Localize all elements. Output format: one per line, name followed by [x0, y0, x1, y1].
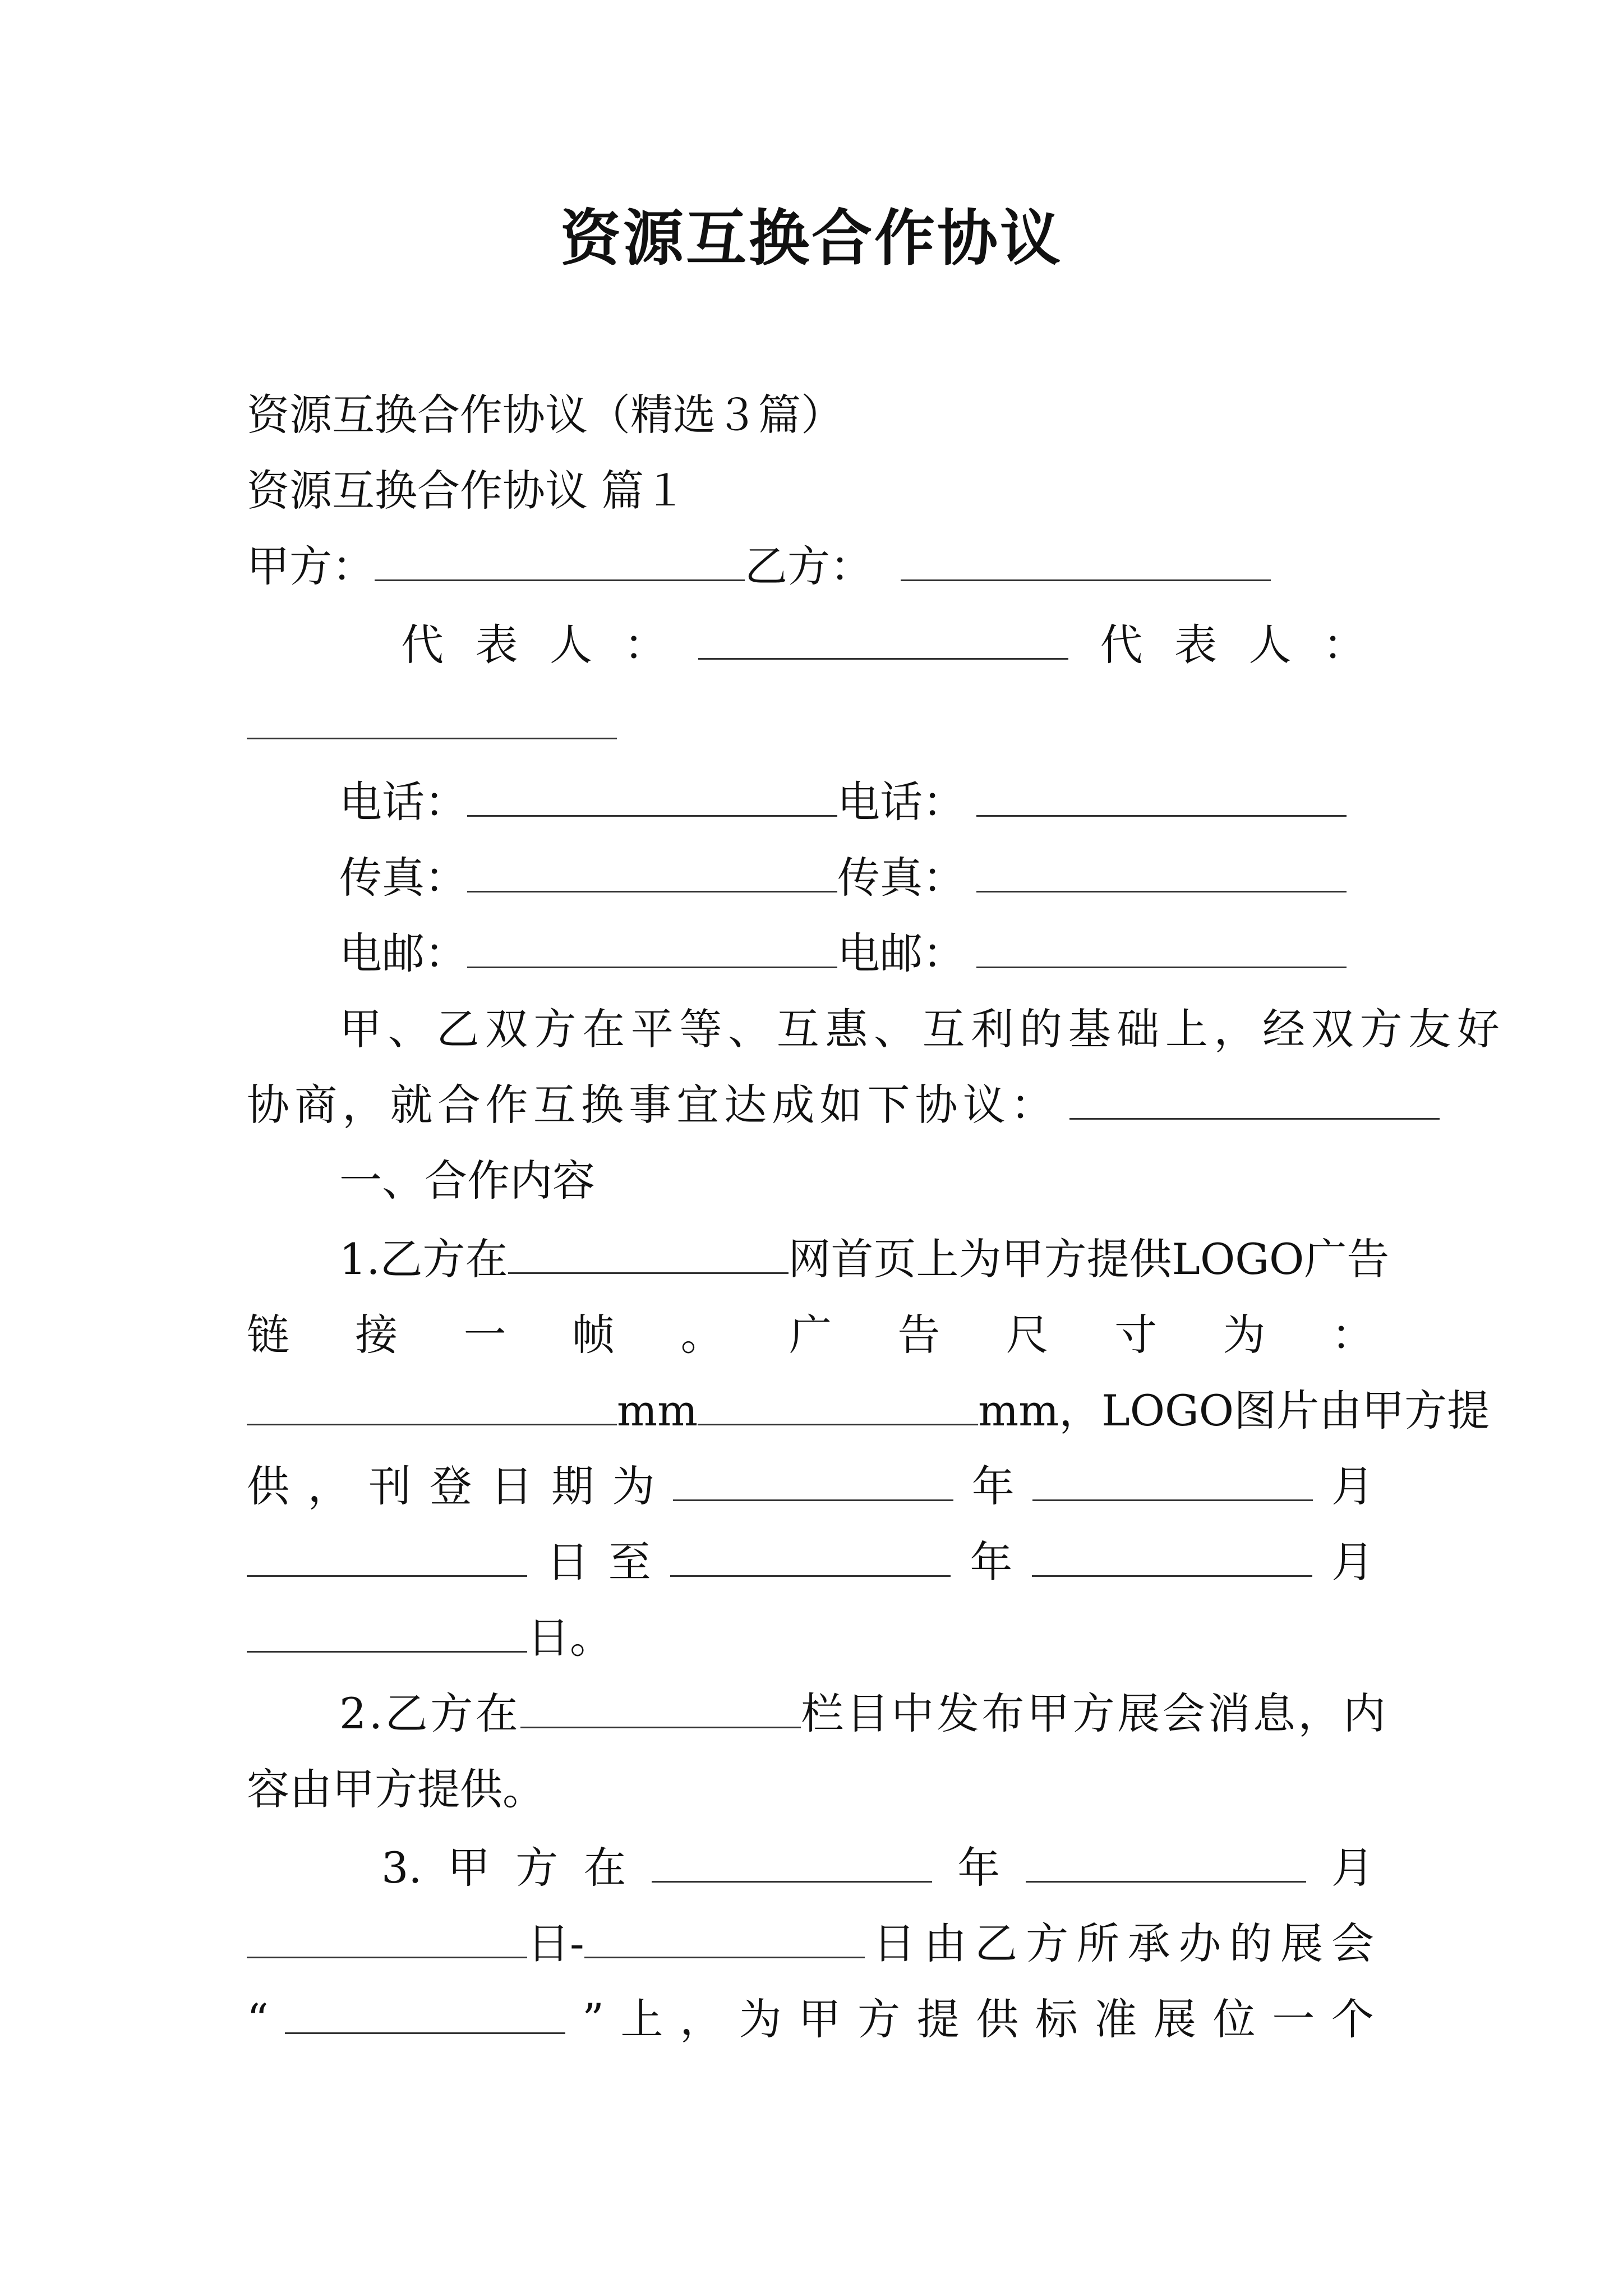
item3-year-label: 年 — [957, 1843, 1000, 1893]
party-b-blank — [901, 540, 1271, 581]
intro-line-1 — [339, 996, 1506, 1063]
phone-line — [339, 769, 1483, 836]
item3-c3: 在 — [583, 1843, 626, 1893]
rep-a-char-2: 表 — [475, 620, 518, 670]
item1-year-label: 年 — [971, 1461, 1015, 1511]
item3-day-dash: 日- — [527, 1918, 584, 1968]
item1-month-label: 月 — [1331, 1461, 1374, 1511]
item1-end-day-blank — [247, 1612, 527, 1653]
item1-line-6 — [247, 1604, 1391, 1672]
item3-month-blank — [1026, 1842, 1306, 1883]
item1-l4-c1: 供 — [247, 1461, 289, 1511]
item1-day-end: 日。 — [527, 1613, 612, 1663]
party-a-blank — [375, 540, 745, 581]
item3-expo-name-blank — [285, 1993, 565, 2034]
item3-l3-c8: 标 — [1035, 1994, 1078, 2044]
item3-line-1 — [381, 1834, 1374, 1902]
item3-c1: 甲 — [447, 1843, 490, 1893]
phone-a-label: 电话： — [339, 777, 467, 827]
item3-quote-open: “ — [247, 1994, 269, 2044]
item1-start-month-blank — [1032, 1460, 1313, 1501]
intro-blank — [1069, 1079, 1440, 1120]
item3-line-2 — [247, 1910, 1374, 1977]
item1-height-blank — [698, 1384, 978, 1425]
item3-l2-c2: 由 — [924, 1918, 967, 1968]
phone-b-label: 电话： — [837, 777, 965, 827]
email-a-label: 电邮： — [339, 928, 467, 978]
item1-l2-c1: 链 — [247, 1310, 289, 1360]
fax-b-blank — [976, 852, 1347, 892]
intro-text-2: 协商，就合作互换事宜达成如下协议： — [247, 1080, 1059, 1130]
item3-quote-close: ” — [582, 1994, 604, 2044]
rep-b-blank — [247, 687, 617, 739]
email-b-label: 电邮： — [837, 928, 965, 978]
item1-l2-c8: 尺 — [1006, 1310, 1049, 1360]
rep-a-char-3: 人 — [550, 620, 592, 670]
party-a-label: 甲方： — [247, 541, 375, 591]
phone-b-blank — [976, 776, 1347, 817]
section-heading-line — [247, 457, 1391, 524]
item3-year-blank — [652, 1842, 932, 1883]
item1-line-4 — [247, 1453, 1374, 1520]
fax-line — [339, 844, 1483, 912]
item1-l2-c11: ： — [1331, 1310, 1374, 1360]
item1-width-blank — [247, 1384, 617, 1425]
item2-line-2 — [247, 1756, 1391, 1823]
item3-l3-c4: 甲 — [798, 1994, 841, 2044]
item3-l3-c3: 为 — [739, 1994, 782, 2044]
item1-end-year-blank — [670, 1536, 951, 1577]
item1-l2-c5: 。 — [680, 1310, 723, 1360]
item3-l2-c4: 方 — [1026, 1918, 1068, 1968]
item1-site-blank — [508, 1233, 789, 1274]
item3-l2-c1: 日 — [873, 1918, 916, 1968]
item3-l2-c7: 办 — [1178, 1918, 1221, 1968]
item1-l2-c10: 为 — [1223, 1310, 1266, 1360]
item3-l3-c12: 一 — [1272, 1994, 1315, 2044]
item3-l3-c11: 位 — [1212, 1994, 1256, 2044]
item1-start-year-blank — [673, 1460, 953, 1501]
item3-l2-c8: 的 — [1229, 1918, 1272, 1968]
item1-month-label-2: 月 — [1331, 1537, 1374, 1587]
item1-line-2 — [247, 1301, 1374, 1369]
item3-l3-c5: 方 — [857, 1994, 900, 2044]
item2-suffix: 栏目中发布甲方展会消息，内 — [801, 1688, 1389, 1738]
item1-start-day-blank — [247, 1536, 527, 1577]
item1-end-month-blank — [1032, 1536, 1312, 1577]
intro-line-2 — [247, 1071, 1391, 1139]
item3-l2-c10: 会 — [1331, 1918, 1374, 1968]
item1-l2-c3: 一 — [463, 1310, 506, 1360]
item1-line-1 — [339, 1226, 1483, 1293]
item3-c2: 方 — [515, 1843, 559, 1893]
item1-l2-c9: 寸 — [1114, 1310, 1158, 1360]
item1-l2-c4: 帧 — [572, 1310, 615, 1360]
item3-l2-c6: 承 — [1127, 1918, 1170, 1968]
intro-text-1: 甲、乙双方在平等、互惠、互利的基础上，经双方友好 — [339, 1004, 1506, 1054]
content-heading: 一、合作内容 — [339, 1156, 595, 1205]
item1-l4-c7: 为 — [612, 1461, 655, 1511]
rep-a-blank — [698, 619, 1068, 660]
item1-line-5 — [247, 1529, 1374, 1596]
section-heading: 资源互换合作协议 篇１ — [247, 466, 687, 516]
item2-column-blank — [520, 1687, 801, 1728]
item3-l3-c10: 展 — [1154, 1994, 1197, 2044]
item3-l2-c3: 乙 — [975, 1918, 1018, 1968]
item3-day-range — [247, 1910, 865, 1977]
item2-line2: 容由甲方提供。 — [247, 1764, 545, 1814]
item1-l2-c7: 告 — [897, 1310, 940, 1360]
fax-a-label: 传真： — [339, 853, 467, 903]
item3-month-label: 月 — [1331, 1843, 1374, 1893]
item1-l4-c6: 期 — [551, 1461, 594, 1511]
item3-l2-c5: 所 — [1076, 1918, 1119, 1968]
item1-day-char: 日 — [546, 1537, 589, 1587]
item1-to-char: 至 — [608, 1537, 651, 1587]
content-heading-line — [339, 1147, 1483, 1214]
rep-b-char-3: 人 — [1248, 620, 1292, 670]
subtitle-line — [247, 381, 1391, 449]
item3-l2-c9: 展 — [1280, 1918, 1324, 1968]
fax-b-label: 传真： — [837, 853, 965, 903]
item2-line-1 — [339, 1680, 1483, 1747]
item1-mm: mm — [617, 1386, 698, 1435]
item3-l3-c1: 上 — [620, 1994, 663, 2044]
representative-line — [401, 611, 1366, 679]
party-line — [247, 533, 1391, 600]
item1-year-label-2: 年 — [970, 1537, 1013, 1587]
item2-prefix: 2.乙方在 — [339, 1688, 521, 1738]
rep-b-char-4: ： — [1323, 620, 1366, 670]
rep-b-char-2: 表 — [1174, 620, 1217, 670]
item1-line-3 — [247, 1377, 1490, 1444]
item3-end-day-blank — [584, 1917, 865, 1958]
rep-a-char-4: ： — [624, 620, 667, 670]
item3-num: 3. — [381, 1843, 422, 1893]
rep-b-blank-line — [247, 687, 1391, 754]
item3-l3-c13: 个 — [1331, 1994, 1374, 2044]
item3-l3-c7: 供 — [976, 1994, 1019, 2044]
item3-line-3 — [247, 1986, 1374, 2053]
item1-l4-c3: 刊 — [368, 1461, 412, 1511]
email-line — [339, 920, 1483, 987]
item1-l2-c6: 广 — [789, 1310, 832, 1360]
item3-l3-c2: ， — [680, 1994, 723, 2044]
item1-suffix: 网首页上为甲方提供LOGO广告 — [788, 1234, 1390, 1284]
email-b-blank — [976, 927, 1347, 968]
document-title: 资源互换合作协议 — [560, 203, 1063, 274]
fax-a-blank — [467, 852, 837, 892]
item1-prefix: 1.乙方在 — [339, 1234, 508, 1284]
subtitle: 资源互换合作协议（精选３篇） — [247, 390, 843, 440]
rep-b-char-1: 代 — [1100, 620, 1143, 670]
item3-l3-c6: 提 — [916, 1994, 960, 2044]
phone-a-blank — [467, 776, 837, 817]
item1-l4-c2: ， — [307, 1461, 351, 1511]
item3-start-day-blank — [247, 1917, 527, 1958]
rep-a-char-1: 代 — [401, 620, 444, 670]
item3-l3-c9: 准 — [1094, 1994, 1137, 2044]
email-a-blank — [467, 927, 837, 968]
item1-l4-c5: 日 — [490, 1461, 533, 1511]
item1-line3-tail: mm，LOGO图片由甲方提 — [978, 1386, 1490, 1435]
item1-l4-c4: 登 — [429, 1461, 472, 1511]
item1-l2-c2: 接 — [355, 1310, 398, 1360]
party-b-label: 乙方： — [745, 541, 873, 591]
